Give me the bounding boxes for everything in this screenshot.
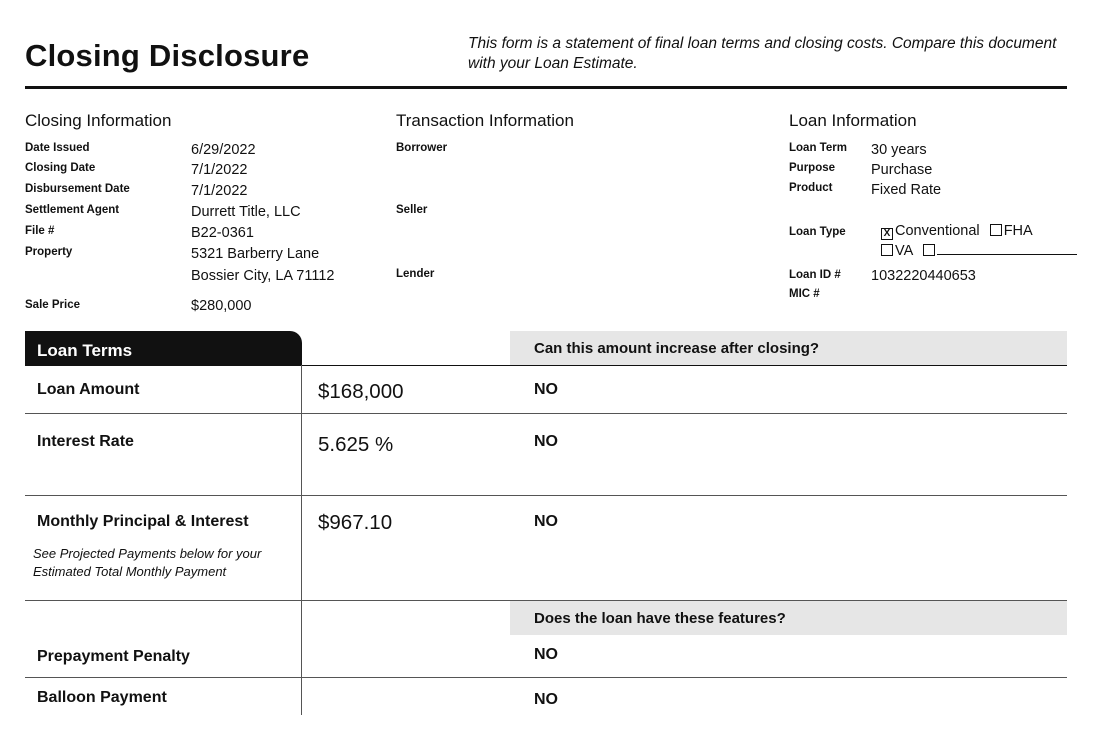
lender-label: Lender	[396, 268, 435, 280]
page-subtitle: This form is a statement of final loan terms and closing costs. Compare this document with your Loan Estimate.	[468, 35, 1057, 72]
loan-terms-heading: Loan Terms	[25, 331, 302, 365]
other-type-blank[interactable]	[937, 254, 1077, 255]
row-divider	[25, 677, 1067, 678]
other-type-checkbox[interactable]	[923, 244, 935, 256]
loan-id-label: Loan ID #	[789, 269, 841, 281]
terms-column-divider	[301, 365, 302, 715]
sale-price-label: Sale Price	[25, 299, 80, 311]
loan-amount-value: $168,000	[318, 380, 404, 403]
page-title: Closing Disclosure	[25, 38, 310, 73]
interest-rate-value: 5.625 %	[318, 433, 394, 456]
settlement-agent-label: Settlement Agent	[25, 204, 120, 216]
file-number-value: B22-0361	[191, 225, 254, 241]
va-label: VA	[895, 243, 913, 259]
seller-label: Seller	[396, 204, 428, 216]
mic-label: MIC #	[789, 288, 820, 300]
balloon-payment-answer: NO	[534, 691, 558, 708]
monthly-pi-value: $967.10	[318, 511, 393, 534]
transaction-info-heading: Transaction Information	[396, 111, 574, 130]
row-divider	[25, 413, 1067, 414]
disbursement-date-label: Disbursement Date	[25, 183, 130, 195]
monthly-pi-label: Monthly Principal & Interest	[37, 513, 249, 530]
loan-amount-label: Loan Amount	[37, 381, 140, 398]
loan-type-label: Loan Type	[789, 226, 846, 238]
loan-amount-answer: NO	[534, 381, 558, 398]
header-rule	[25, 86, 1067, 89]
property-label: Property	[25, 246, 73, 258]
property-line2: Bossier City, LA 71112	[191, 268, 335, 284]
increase-question-bar: Can this amount increase after closing?	[510, 331, 1067, 365]
prepayment-penalty-answer: NO	[534, 646, 558, 663]
settlement-agent-value: Durrett Title, LLC	[191, 204, 301, 220]
terms-top-rule	[25, 365, 1067, 366]
closing-date-value: 7/1/2022	[191, 162, 248, 178]
monthly-pi-note-line1: See Projected Payments below for your	[33, 546, 262, 561]
loan-type-row1	[881, 223, 1033, 240]
closing-info-heading: Closing Information	[25, 111, 172, 130]
closing-date-label: Closing Date	[25, 162, 96, 174]
loan-type-row2	[881, 243, 1077, 259]
fha-checkbox[interactable]	[990, 224, 1002, 236]
purpose-value: Purchase	[871, 162, 933, 178]
fha-label: FHA	[1003, 223, 1033, 239]
disbursement-date-value: 7/1/2022	[191, 183, 248, 199]
conventional-checkbox[interactable]: X	[881, 228, 893, 240]
row-divider	[25, 495, 1067, 496]
loan-info-heading: Loan Information	[789, 111, 917, 130]
purpose-label: Purpose	[789, 162, 836, 174]
prepayment-penalty-label: Prepayment Penalty	[37, 648, 190, 665]
monthly-pi-note-line2: Estimated Total Monthly Payment	[33, 564, 227, 579]
product-value: Fixed Rate	[871, 182, 942, 198]
loan-id-value: 1032220440653	[871, 268, 976, 284]
date-issued-value: 6/29/2022	[191, 142, 256, 158]
conventional-label: Conventional	[895, 223, 980, 239]
sale-price-value: $280,000	[191, 298, 252, 314]
features-question-bar: Does the loan have these features?	[510, 601, 1067, 635]
borrower-label: Borrower	[396, 142, 448, 154]
interest-rate-answer: NO	[534, 433, 558, 450]
product-label: Product	[789, 182, 833, 194]
loan-term-label: Loan Term	[789, 142, 847, 154]
property-line1: 5321 Barberry Lane	[191, 246, 320, 262]
loan-term-value: 30 years	[871, 142, 927, 158]
interest-rate-label: Interest Rate	[37, 433, 134, 450]
file-number-label: File #	[25, 225, 55, 237]
va-checkbox[interactable]	[881, 244, 893, 256]
date-issued-label: Date Issued	[25, 142, 90, 154]
monthly-pi-answer: NO	[534, 513, 558, 530]
balloon-payment-label: Balloon Payment	[37, 689, 167, 706]
